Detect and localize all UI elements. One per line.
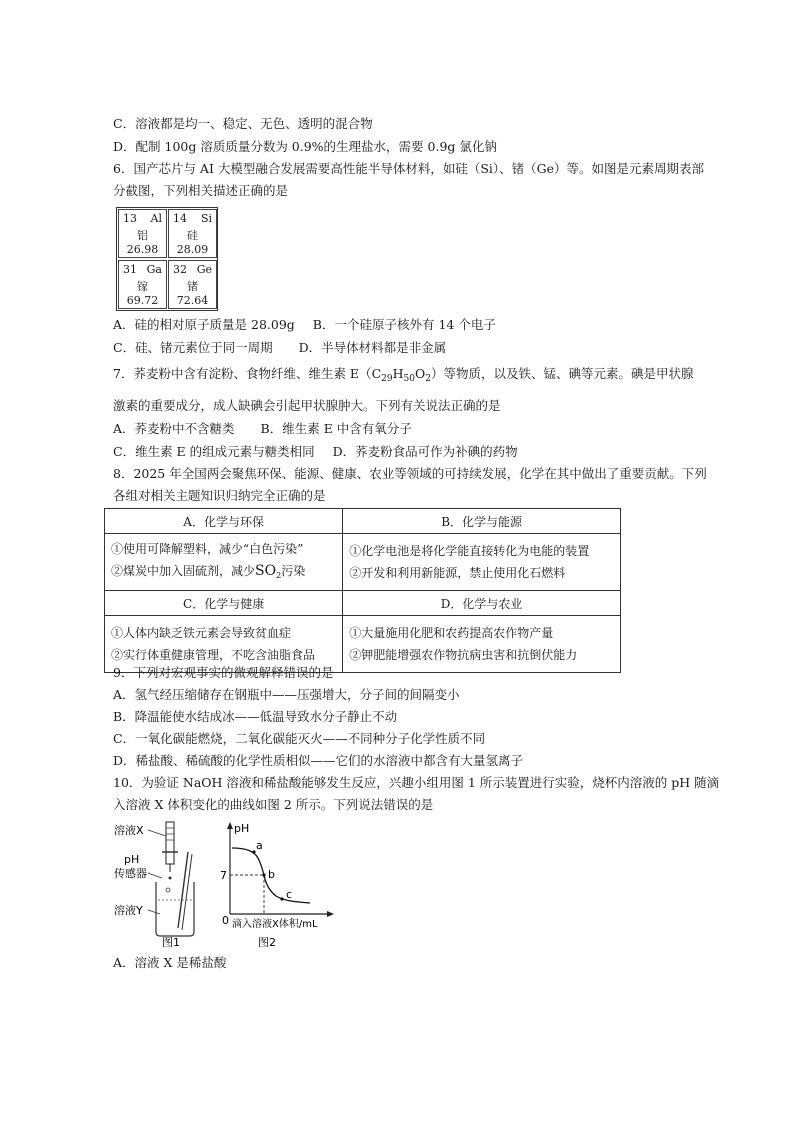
table-header-a: A．化学与环保 (105, 509, 343, 534)
q7-options-ab (113, 421, 412, 437)
table-cell-b (343, 534, 621, 591)
q9-option-b: B．降温能使水结成冰——低温导致水分子静止不动 (113, 709, 398, 724)
table-cell-line: ②开发和利用新能源，禁止使用化石燃料 (349, 566, 566, 580)
fig1-leader-x (148, 830, 166, 836)
formula-h: H (392, 366, 404, 381)
x-axis-label: 滴入溶液X体积/mL (232, 919, 318, 930)
element-name: 锗 (187, 280, 198, 293)
q7-stem-text-tail: ）等物质，以及铁、锰、碘等元素。碘是甲状腺 (430, 366, 694, 381)
q7-option-c: C．维生素 E 的组成元素与糖类相同 (113, 444, 315, 459)
tick-7-label: 7 (220, 869, 227, 882)
element-name: 硅 (187, 229, 198, 242)
q8-stem-line1: 8．2025 年全国两会聚焦环保、能源、健康、农业等领域的可持续发展，化学在其中做出了重要贡献。下列 (113, 466, 707, 481)
fig2-caption: 图2 (258, 936, 276, 948)
table-cell-d (343, 616, 621, 673)
formula-c-sub: 29 (381, 374, 393, 384)
fig1-label-x: 溶液X (114, 824, 144, 837)
atomic-mass: 69.72 (126, 294, 159, 307)
point-b (262, 873, 265, 876)
element-cell-si (168, 209, 217, 258)
fig1-caption: 图1 (162, 936, 180, 948)
atomic-mass: 28.09 (176, 243, 209, 256)
element-symbol: Ga (146, 263, 162, 276)
q10-stem-line2: 入溶液 X 体积变化的曲线如图 2 所示。下列说法错误的是 (113, 797, 434, 812)
element-symbol: Al (150, 212, 162, 225)
q6-stem-line1: 6．国产芯片与 AI 大模型融合发展需要高性能半导体材料，如硅（Si）、锗（Ge）等。如图是元素周期表部 (113, 161, 705, 176)
element-symbol: Si (200, 212, 212, 225)
atomic-number: 32 (173, 263, 187, 276)
table-cell-line: ①使用可降解塑料，减少“白色污染” (111, 541, 304, 556)
table-header-c: C．化学与健康 (105, 591, 343, 616)
figure-1-apparatus (110, 818, 220, 948)
point-c (280, 897, 283, 900)
point-a-label: a (256, 839, 263, 852)
q6-options-cd (113, 340, 446, 356)
atomic-number: 14 (173, 212, 187, 225)
formula-so2-sub: 2 (276, 570, 282, 580)
q9-option-d: D．稀盐酸、稀硫酸的化学性质相似——它们的水溶液中都含有大量氢离子 (113, 753, 524, 768)
q7-option-d: D．荞麦粉食品可作为补碘的药物 (332, 444, 518, 459)
q5-option-c: C．溶液都是均一、稳定、无色、透明的混合物 (113, 116, 373, 131)
table-cell-line: ①人体内缺乏铁元素会导致贫血症 (111, 626, 292, 640)
atomic-number: 13 (123, 212, 137, 225)
q7-stem-line2: 激素的重要成分，成人缺碘会引起甲状腺肿大。下列有关说法正确的是 (113, 398, 501, 413)
table-cell-c (105, 616, 343, 673)
q9-stem: 9．下列对宏观事实的微观解释错误的是 (113, 665, 334, 680)
formula-o: O (414, 366, 426, 381)
table-cell-line: ①大量施用化肥和农药提高农作物产量 (349, 626, 554, 640)
q6-option-a: A．硅的相对原子质量是 28.09g (113, 317, 295, 332)
formula-so2: SO (255, 562, 277, 579)
table-header-d: D．化学与农业 (343, 591, 621, 616)
q7-option-a: A．荞麦粉中不含糖类 (113, 421, 235, 436)
droplet (169, 877, 172, 880)
periodic-table-excerpt (116, 207, 218, 311)
q10-stem-line1: 10．为验证 NaOH 溶液和稀盐酸能够发生反应，兴趣小组用图 1 所示装置进行实验，烧杯内溶液的 pH 随滴 (113, 775, 720, 790)
atomic-number: 31 (123, 263, 137, 276)
q7-options-cd (113, 444, 518, 460)
ph-sensor-probe (178, 852, 188, 928)
table-cell-text-tail: 污染 (281, 563, 306, 578)
figure-2-ph-curve (218, 818, 342, 948)
element-symbol: Ge (196, 263, 212, 276)
table-cell-text: ②煤炭中加入固硫剂，减少 (111, 563, 256, 578)
q6-options-ab (113, 317, 496, 333)
q7-option-b: B．维生素 E 中含有氧分子 (260, 421, 412, 436)
formula-c: C (371, 366, 382, 381)
table-cell-line: ②实行体重健康管理，不吃含油脂食品 (111, 648, 316, 662)
q6-stem-line2: 分截图，下列相关描述正确的是 (113, 183, 289, 198)
q6-option-c: C．硅、锗元素位于同一周期 (113, 340, 273, 355)
element-name: 镓 (137, 280, 148, 293)
formula-h-sub: 50 (403, 374, 415, 384)
q10-option-a: A．溶液 X 是稀盐酸 (113, 955, 227, 970)
beaker (156, 882, 194, 936)
q9-option-a: A．氢气经压缩储存在钢瓶中——压强增大，分子间的间隔变小 (113, 687, 460, 702)
table-cell-line: ①化学电池是将化学能直接转化为电能的装置 (349, 544, 590, 558)
y-axis-arrow (227, 822, 233, 829)
element-cell-ga (118, 260, 167, 309)
atomic-mass: 26.98 (126, 243, 159, 256)
q8-stem-line2: 各组对相关主题知识归纳完全正确的是 (113, 488, 326, 503)
y-axis-label: pH (234, 822, 250, 835)
table-header-b: B．化学与能源 (343, 509, 621, 534)
q6-option-b: B．一个硅原子核外有 14 个电子 (312, 317, 496, 332)
element-cell-ge (168, 260, 217, 309)
origin-label: 0 (222, 914, 229, 927)
element-cell-al (118, 209, 167, 258)
atomic-mass: 72.64 (176, 294, 209, 307)
fig1-label-sensor: 传感器 (114, 867, 147, 880)
knowledge-summary-table (104, 508, 621, 673)
table-cell-a (105, 534, 343, 591)
fig1-label-y: 溶液Y (114, 904, 143, 917)
q6-option-d: D．半导体材料都是非金属 (298, 340, 447, 355)
table-cell-line: ②钾肥能增强农作物抗病虫害和抗倒伏能力 (349, 648, 578, 662)
point-b-label: b (268, 868, 275, 881)
element-name: 铝 (137, 229, 148, 242)
table-cell-line (111, 560, 336, 587)
fig1-label-ph: pH (124, 853, 140, 866)
q7-stem-line1 (113, 366, 693, 387)
point-c-label: c (286, 888, 293, 901)
q9-option-c: C．一氧化碳能燃烧，二氧化碳能灭火——不同种分子化学性质不同 (113, 731, 486, 746)
x-axis-arrow (327, 911, 334, 917)
q7-stem-text: 7．荞麦粉中含有淀粉、食物纤维、维生素 E（ (113, 366, 372, 381)
q5-option-d: D．配制 100g 溶质质量分数为 0.9%的生理盐水，需要 0.9g 氯化钠 (113, 139, 497, 154)
formula-o-sub: 2 (425, 374, 431, 384)
formula-vitamin-e (371, 366, 431, 384)
